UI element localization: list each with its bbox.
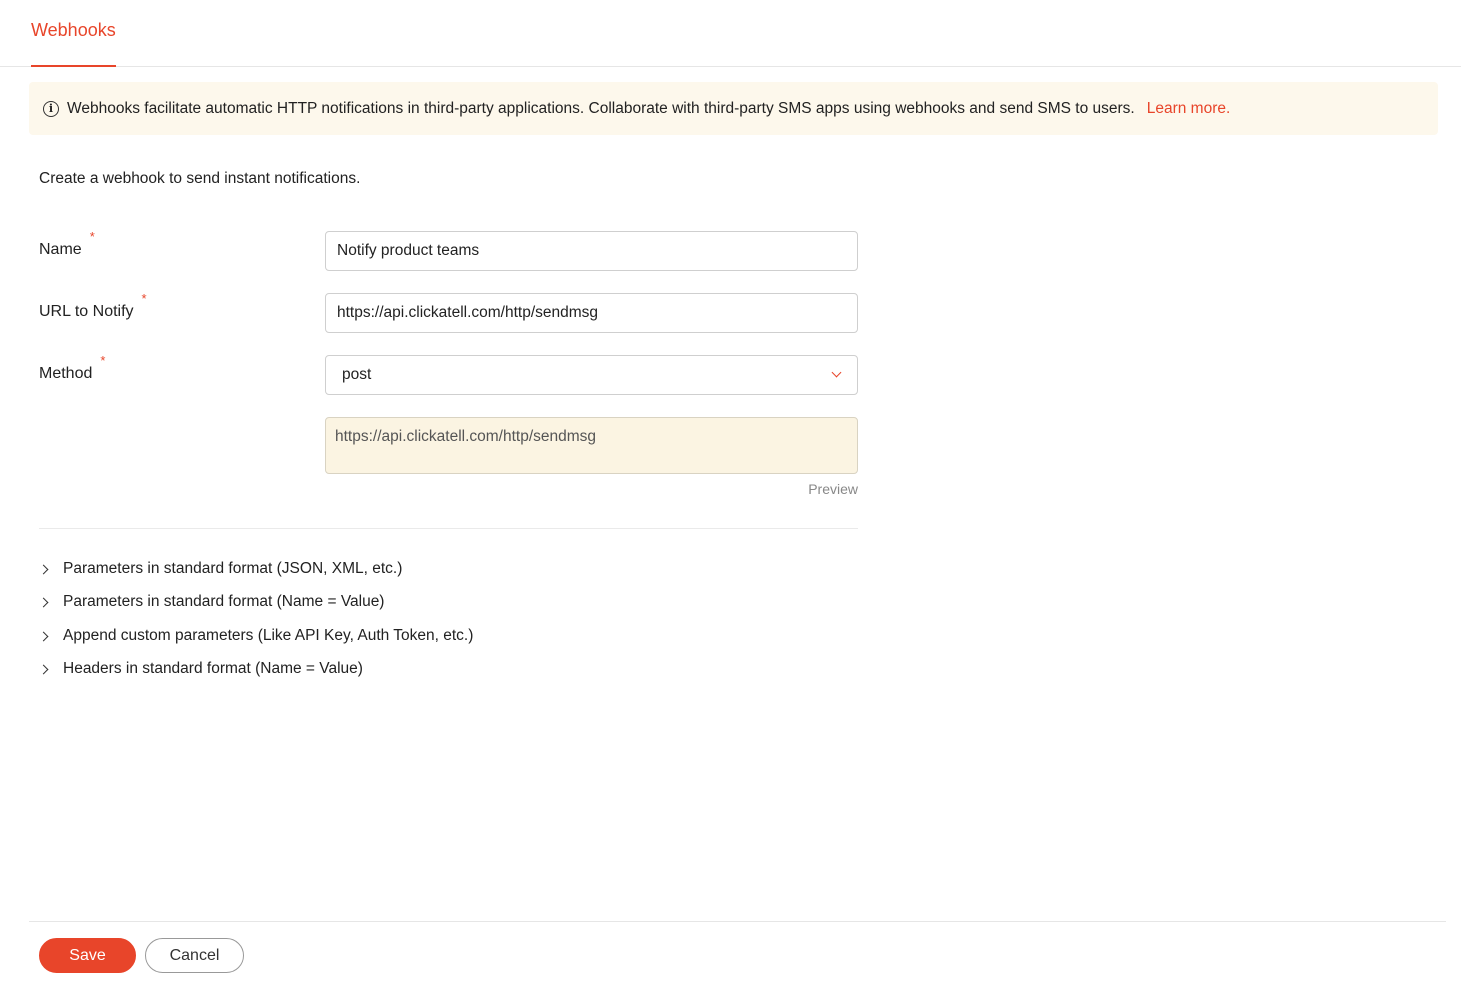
- accordion-params-name-value[interactable]: [39, 591, 384, 613]
- chevron-right-icon: [39, 564, 49, 574]
- chevron-right-icon: [39, 597, 49, 607]
- divider: [39, 528, 858, 529]
- required-mark: *: [100, 353, 106, 368]
- accordion-headers[interactable]: [39, 658, 363, 680]
- url-preview: https://api.clickatell.com/http/sendmsg: [325, 417, 858, 474]
- chevron-down-icon: [832, 368, 842, 378]
- chevron-right-icon: [39, 664, 49, 674]
- name-label-text: Name: [39, 241, 82, 258]
- banner-text: Webhooks facilitate automatic HTTP notifications in third-party applications. Collaborate with third-party SMS apps using webhooks and send SMS to users.: [67, 99, 1135, 117]
- accordion-params-json[interactable]: [39, 558, 402, 580]
- tab-webhooks[interactable]: Webhooks: [31, 20, 116, 67]
- url-label: [39, 291, 147, 321]
- learn-more-link[interactable]: Learn more.: [1146, 99, 1231, 117]
- url-input[interactable]: https://api.clickatell.com/http/sendmsg: [325, 293, 858, 333]
- name-label: [39, 229, 95, 259]
- required-mark: *: [141, 291, 147, 306]
- footer-divider: [29, 921, 1446, 922]
- required-mark: *: [89, 229, 95, 244]
- tab-bar: [0, 0, 1461, 67]
- info-icon: i: [43, 101, 59, 117]
- accordion-label: Parameters in standard format (Name = Value): [63, 593, 385, 610]
- page-description: Create a webhook to send instant notifications.: [39, 170, 361, 187]
- url-label-text: URL to Notify: [39, 303, 134, 320]
- save-button[interactable]: Save: [39, 938, 136, 973]
- cancel-button[interactable]: Cancel: [145, 938, 244, 973]
- accordion-label: Append custom parameters (Like API Key, Auth Token, etc.): [63, 627, 474, 644]
- accordion-label: Parameters in standard format (JSON, XML, etc.): [63, 560, 403, 577]
- info-banner: [29, 82, 1438, 135]
- chevron-right-icon: [39, 631, 49, 641]
- preview-label: Preview: [808, 481, 858, 497]
- accordion-label: Headers in standard format (Name = Value): [63, 660, 363, 677]
- accordion-custom-params[interactable]: [39, 625, 473, 647]
- method-label: [39, 353, 106, 383]
- method-label-text: Method: [39, 365, 93, 382]
- name-input[interactable]: Notify product teams: [325, 231, 858, 271]
- method-select[interactable]: [325, 355, 858, 395]
- method-select-value: post: [342, 366, 372, 383]
